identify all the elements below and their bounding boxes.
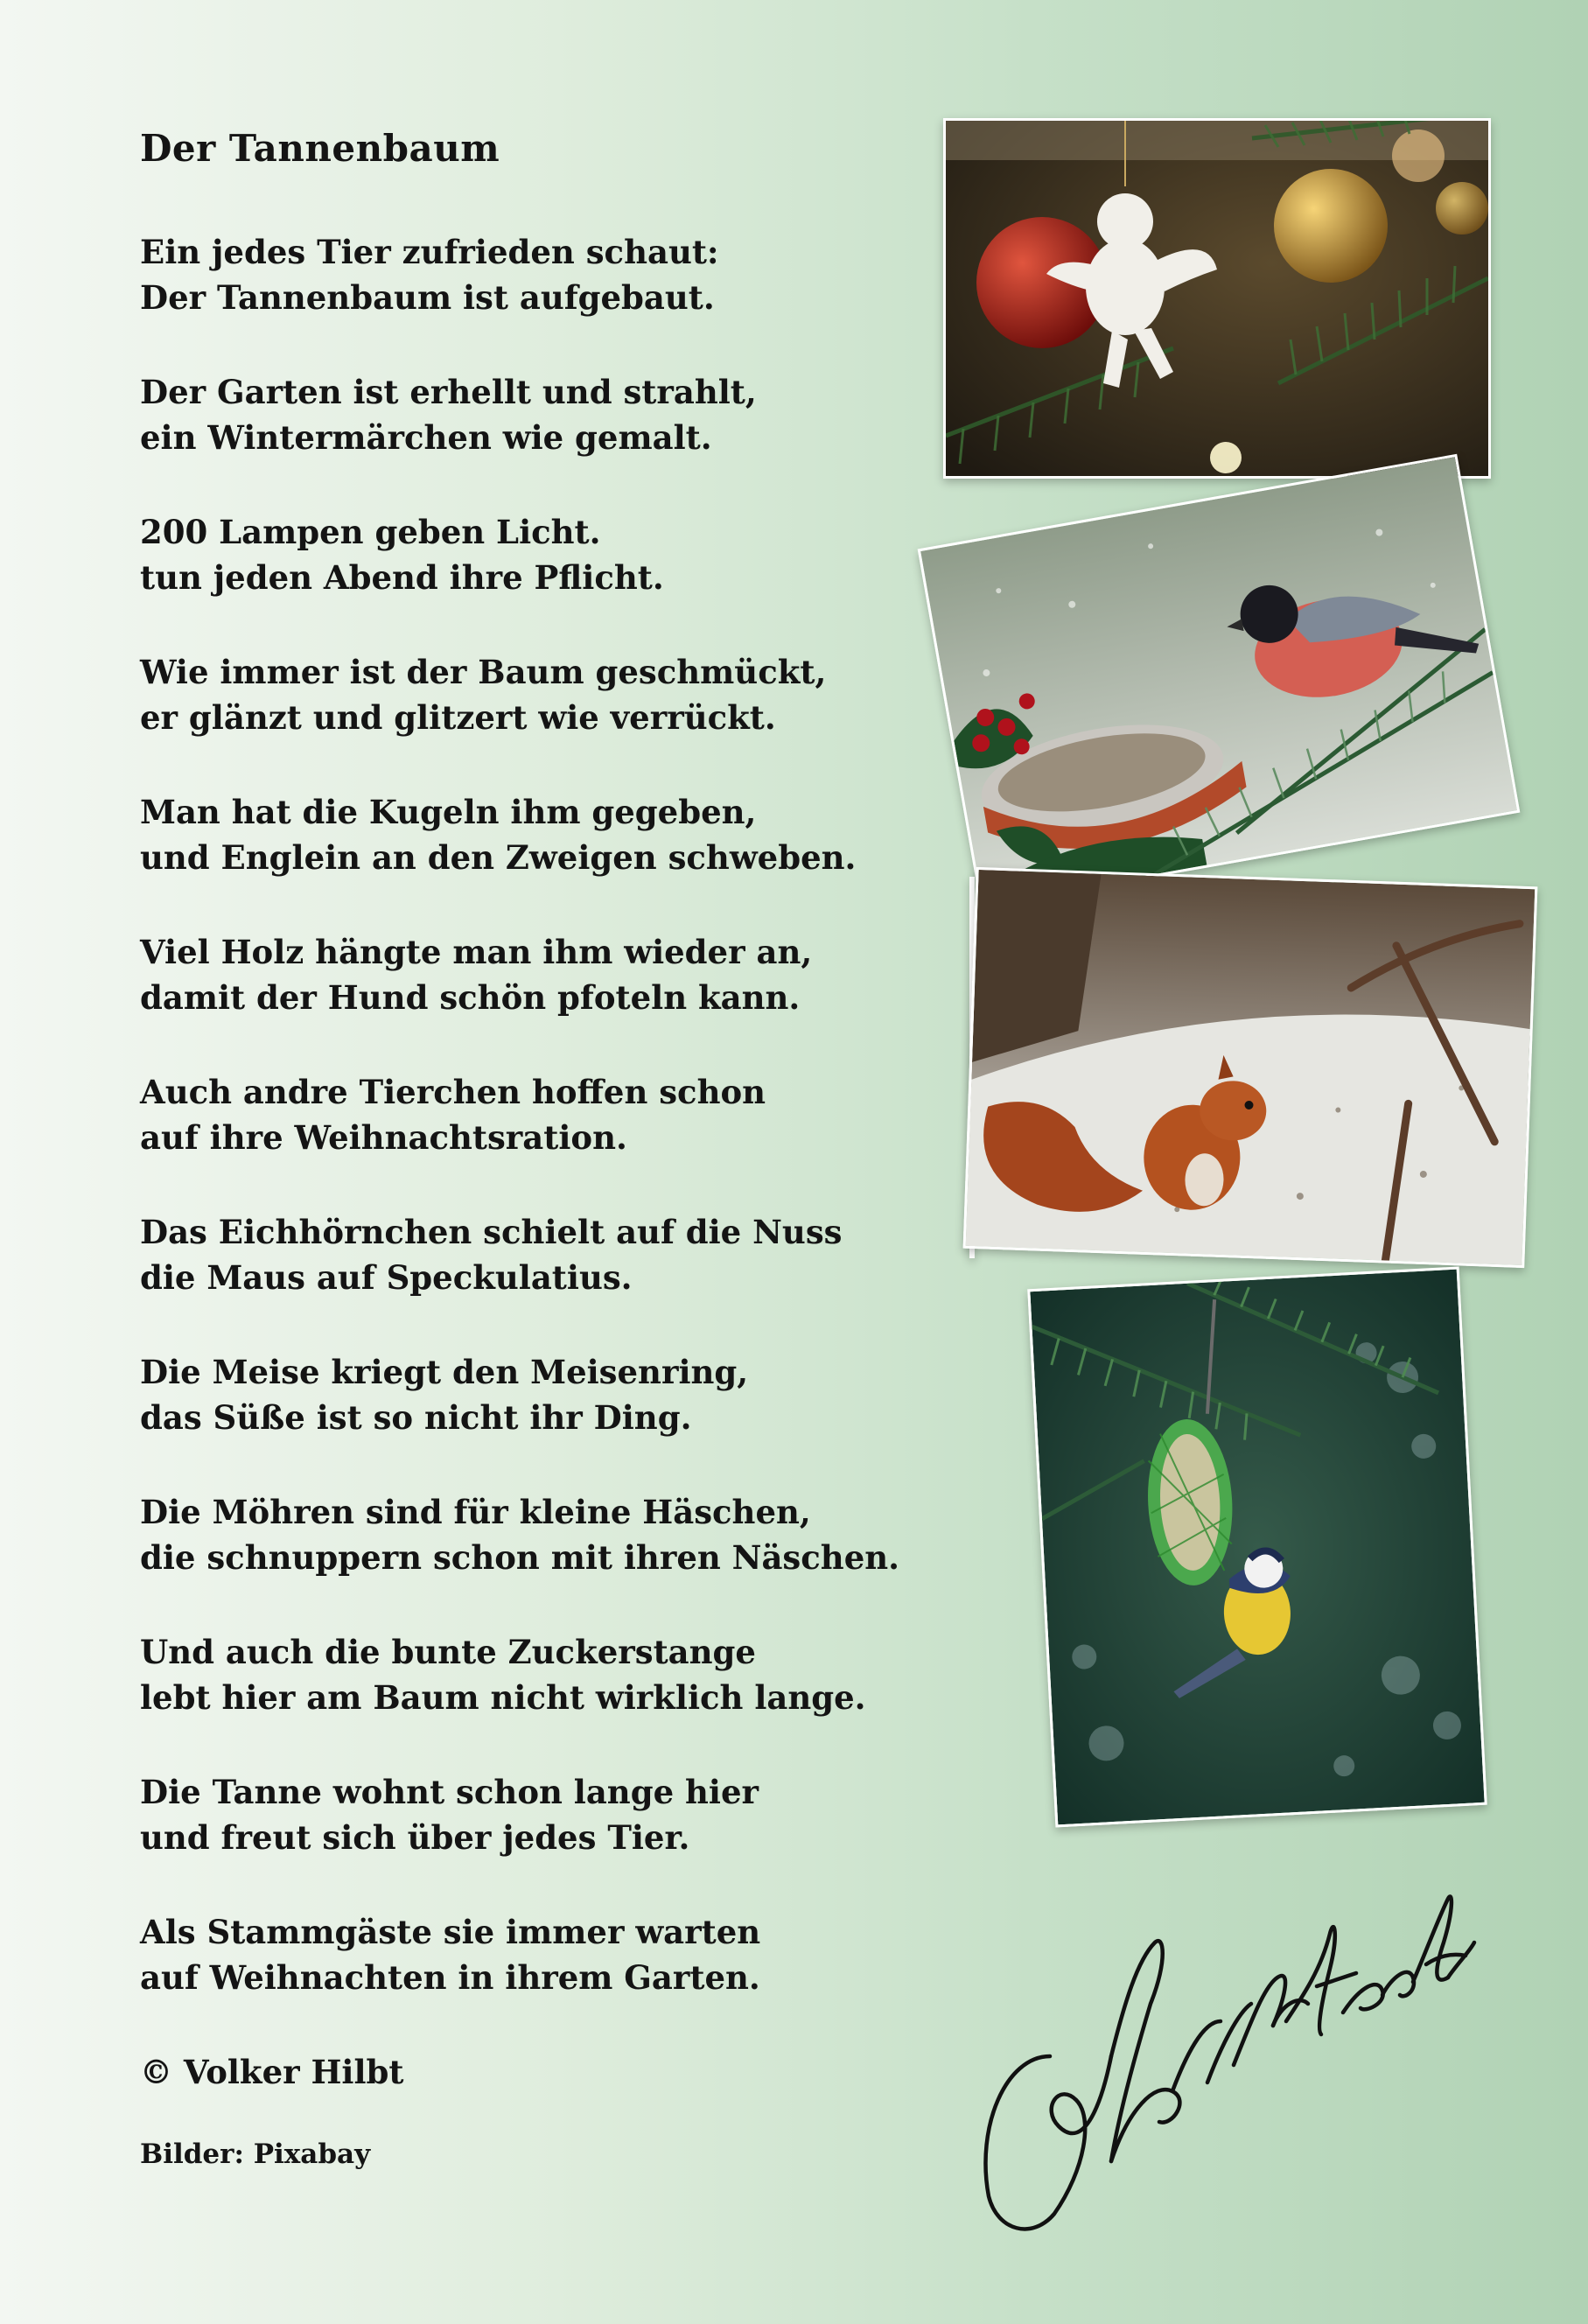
verse-line: ein Wintermärchen wie gemalt. (140, 418, 712, 457)
poem (140, 121, 927, 2174)
verse-line: Man hat die Kugeln ihm gegeben, (140, 793, 757, 831)
signature (971, 1881, 1479, 2249)
stanza (140, 649, 927, 740)
angel-ornament-photo (943, 118, 1491, 479)
stanza (140, 1069, 927, 1160)
verse-line: Der Garten ist erhellt und strahlt, (140, 373, 757, 411)
verse-line: er glänzt und glitzert wie verrückt. (140, 698, 776, 737)
verse-line: 200 Lampen geben Licht. (140, 513, 601, 551)
poem-title: Der Tannenbaum (140, 127, 500, 170)
verse-line: Die Tanne wohnt schon lange hier (140, 1773, 759, 1811)
verse-line: auf Weihnachten in ihrem Garten. (140, 1958, 760, 1997)
verse-line: Das Eichhörnchen schielt auf die Nuss (140, 1213, 843, 1251)
stanza (140, 929, 927, 1020)
stanza (140, 369, 927, 460)
verse-line: Ein jedes Tier zufrieden schaut: (140, 233, 719, 271)
verse-line: das Süße ist so nicht ihr Ding. (140, 1398, 692, 1437)
verse-line: Auch andre Tierchen hoffen schon (140, 1073, 766, 1111)
verse-line: Wie immer ist der Baum geschmückt, (140, 653, 827, 691)
stanza (140, 1349, 927, 1440)
verse-line: die Maus auf Speckulatius. (140, 1258, 633, 1297)
verse-line: die schnuppern schon mit ihren Näschen. (140, 1538, 900, 1577)
stanza (140, 1909, 927, 2000)
stanza (140, 229, 927, 320)
verse-line: tun jeden Abend ihre Pflicht. (140, 558, 664, 597)
stanza (140, 789, 927, 880)
verse-line: Viel Holz hängte man ihm wieder an, (140, 933, 813, 971)
verse-line: und Englein an den Zweigen schweben. (140, 838, 857, 877)
bullfinch-photo (918, 454, 1521, 907)
poem-author: © Volker Hilbt (140, 2053, 404, 2091)
verse-line: damit der Hund schön pfoteln kann. (140, 978, 801, 1017)
stanza (140, 1769, 927, 1860)
verse-line: Der Tannenbaum ist aufgebaut. (140, 278, 715, 317)
verse-line: und freut sich über jedes Tier. (140, 1818, 690, 1857)
verse-line: Und auch die bunte Zuckerstange (140, 1633, 756, 1671)
verse-line: auf ihre Weihnachtsration. (140, 1118, 627, 1157)
stanza (140, 1629, 927, 1720)
blue-tit-photo (1027, 1266, 1487, 1827)
verse-line: Die Meise kriegt den Meisenring, (140, 1353, 749, 1391)
squirrel-photo-image (963, 867, 1538, 1268)
image-credits: Bilder: Pixabay (140, 2138, 371, 2170)
stanza (140, 509, 927, 600)
verse-line: lebt hier am Baum nicht wirklich lange. (140, 1678, 866, 1717)
stanza (140, 1489, 927, 1580)
verse-line: Als Stammgäste sie immer warten (140, 1913, 761, 1951)
verse-line: Die Möhren sind für kleine Häschen, (140, 1493, 811, 1531)
stanza (140, 1209, 927, 1300)
